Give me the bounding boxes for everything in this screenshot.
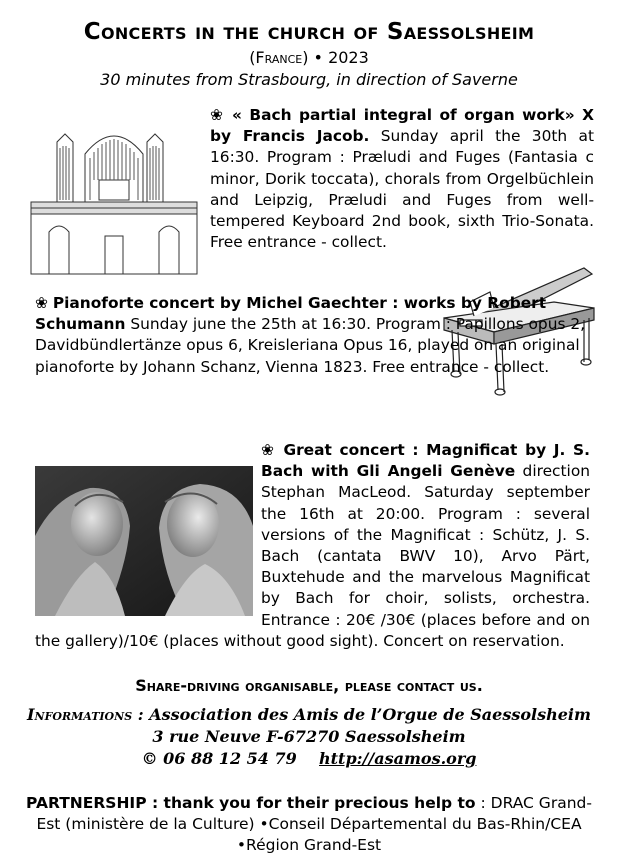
info-address: 3 rue Neuve F-67270 Saessolsheim (152, 727, 466, 746)
informations-block (0, 704, 618, 770)
concert-pianoforte (35, 293, 591, 378)
info-phone: © 06 88 12 54 79 (141, 749, 297, 768)
concert-magnificat-title: Great concert : Magnificat by J. S. Bach with Gli Angeli Genève (261, 441, 590, 481)
info-association: Association des Amis de l’Orgue de Saessolsheim (149, 705, 591, 724)
share-driving-note: Share-driving organisable, please contact us. (135, 676, 483, 695)
concert-organ-details: Sunday april the 30th at 16:30. Program : Præludi and Fuges (Fantasia c minor, Dorik toccata), chorals from Orgelbüchlein and Leipzig, Præludi and Fuges from well-tempered Keyboard 2nd book, sixth Trio-Sonata. Free entrance - collect. (210, 127, 594, 252)
concert-magnificat (35, 440, 590, 652)
concert-pianoforte-details: Sunday june the 25th at 16:30. Program : Papillons opus 2, Davidbündlertänze opus 6, Kreisleriana Opus 16, played on an original pianoforte by Johann Schanz, Vienna 1823. Free entrance - collect. (35, 315, 586, 376)
flower-bullet-icon: ❀ (210, 106, 225, 124)
partnership-label: PARTNERSHIP : thank you for their precious help to (26, 794, 476, 812)
distance-note: 30 minutes from Strasbourg, in direction of Saverne (100, 70, 518, 89)
concert-organ-text (210, 105, 594, 253)
info-contact-line (0, 748, 618, 770)
concert-organ-title: « Bach partial integral of organ work» X by Francis Jacob. (210, 106, 594, 146)
flower-bullet-icon: ❀ (35, 294, 48, 312)
concert-magnificat-text (35, 440, 590, 652)
photo-float-spacer (35, 464, 261, 618)
info-association-line (0, 704, 618, 726)
concert-magnificat-details: direction Stephan MacLeod. Saturday september the 16th at 20:00. Program : several versions of the Magnificat : Schütz, J. S. Bach (cantata BWV 10), Arvo Pärt, Buxtehude and the marvelous Magnificat by Bach for choir, solists, orchestra. Entrance : 20€ /30€ (places before and on the gallery)/10€ (places without good sight). Concert on reservation. (35, 462, 591, 650)
organ-illustration (29, 124, 199, 276)
concert-organ (210, 105, 594, 253)
concert-pianoforte-text (35, 293, 591, 378)
partnership-block (20, 793, 598, 856)
flower-bullet-icon: ❀ (261, 441, 277, 459)
page-title: Concerts in the church of Saessolsheim (83, 19, 535, 45)
page-subtitle: (France) • 2023 (249, 48, 369, 67)
concert-pianoforte-title: Pianoforte concert by Michel Gaechter : works by Robert Schumann (35, 294, 547, 334)
info-label: Informations : (27, 705, 144, 724)
info-website-link[interactable]: http://asamos.org (319, 749, 477, 768)
partnership-text: : DRAC Grand-Est (ministère de la Culture) •Conseil Départemental du Bas-Rhin/CEA •Région Grand-Est (36, 794, 592, 854)
